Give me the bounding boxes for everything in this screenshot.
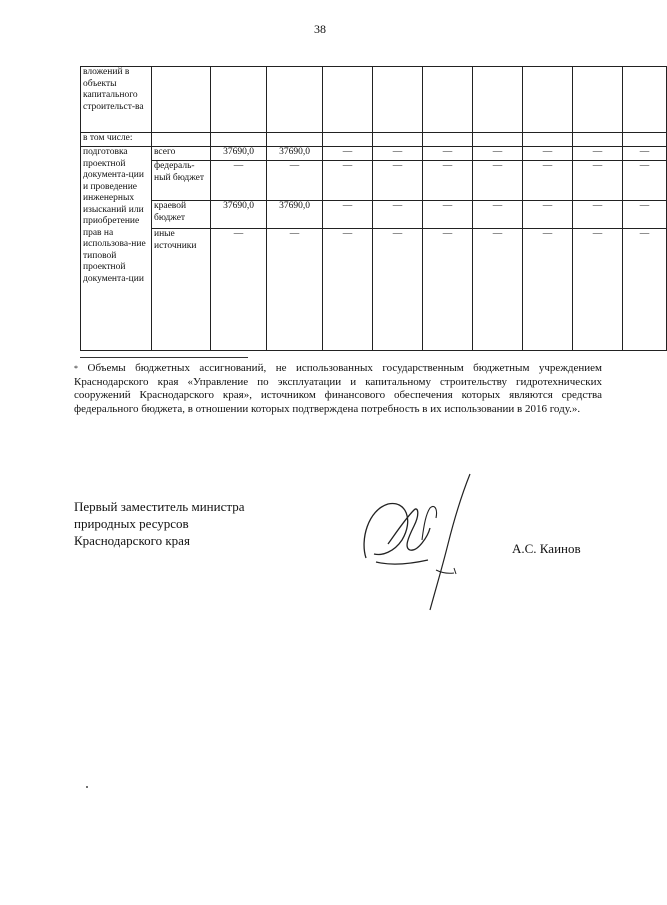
table-row (81, 147, 667, 161)
row-sublabel: всего (152, 147, 211, 161)
table-cell: — (211, 229, 267, 351)
table-cell: — (423, 147, 473, 161)
table-cell: 37690,0 (211, 201, 267, 229)
table-cell: — (373, 147, 423, 161)
page-number: 38 (314, 22, 326, 36)
table-cell: — (523, 147, 573, 161)
row-sublabel: краевой бюджет (152, 201, 211, 229)
table-row (81, 229, 667, 351)
table-cell: — (211, 161, 267, 201)
signer-position-line: Краснодарского края (74, 533, 190, 548)
table-row (81, 133, 667, 147)
row-label: подготовка проектной документа-ции и проведение инженерных изысканий или приобретение прав на использова-ние типовой проектной документа-ции (81, 147, 152, 351)
table-cell: — (323, 147, 373, 161)
table-cell: — (623, 147, 667, 161)
table-cell: — (473, 229, 523, 351)
row-sublabel: иные источники (152, 229, 211, 351)
table-cell: — (323, 229, 373, 351)
table-cell: — (373, 161, 423, 201)
table-cell: 37690,0 (267, 201, 323, 229)
table-cell: 37690,0 (211, 147, 267, 161)
table-cell: — (373, 201, 423, 229)
row-label: в том числе: (81, 133, 152, 147)
table-row (81, 67, 667, 133)
table-cell: — (623, 161, 667, 201)
table-cell: — (267, 161, 323, 201)
table-cell: — (573, 229, 623, 351)
budget-table (80, 66, 667, 351)
table-cell: — (423, 161, 473, 201)
signer-position (74, 498, 244, 549)
table-cell: — (423, 229, 473, 351)
table-cell: — (523, 229, 573, 351)
table-cell: — (623, 229, 667, 351)
table-cell: — (523, 161, 573, 201)
table-cell: — (323, 201, 373, 229)
table-cell: — (373, 229, 423, 351)
footnote-text: Объемы бюджетных ассигнований, не использованных государственным бюджетным учреждением Краснодарского края «Управление по эксплуатации и капитальному строительству гидротехнических сооружений Краснодарского края», источником финансового обеспечения которых являются средства федерального бюджета, в отношении которых подтверждена потребность в их использовании в 2016 году.». (74, 362, 603, 415)
table-cell: — (423, 201, 473, 229)
handwritten-signature (358, 470, 488, 620)
table-row (81, 161, 667, 201)
signer-position-line: Первый заместитель министра (74, 499, 245, 514)
table-cell: — (323, 161, 373, 201)
row-label: вложений в объекты капитального строительст-ва (81, 67, 152, 133)
table-cell: — (623, 201, 667, 229)
table-cell: — (573, 201, 623, 229)
footnote (74, 362, 602, 416)
signer-name: А.С. Каинов (512, 541, 581, 556)
table-cell: — (473, 147, 523, 161)
row-sublabel: федераль-ный бюджет (152, 161, 211, 201)
table-cell: — (267, 229, 323, 351)
table-cell: 37690,0 (267, 147, 323, 161)
signer-position-line: природных ресурсов (74, 516, 189, 531)
table-cell: — (523, 201, 573, 229)
table-cell: — (473, 161, 523, 201)
scan-artifact (86, 786, 88, 788)
footnote-marker: * (74, 364, 78, 373)
table-row (81, 201, 667, 229)
table-cell: — (573, 161, 623, 201)
footnote-divider (80, 357, 248, 358)
table-cell: — (473, 201, 523, 229)
table-cell: — (573, 147, 623, 161)
